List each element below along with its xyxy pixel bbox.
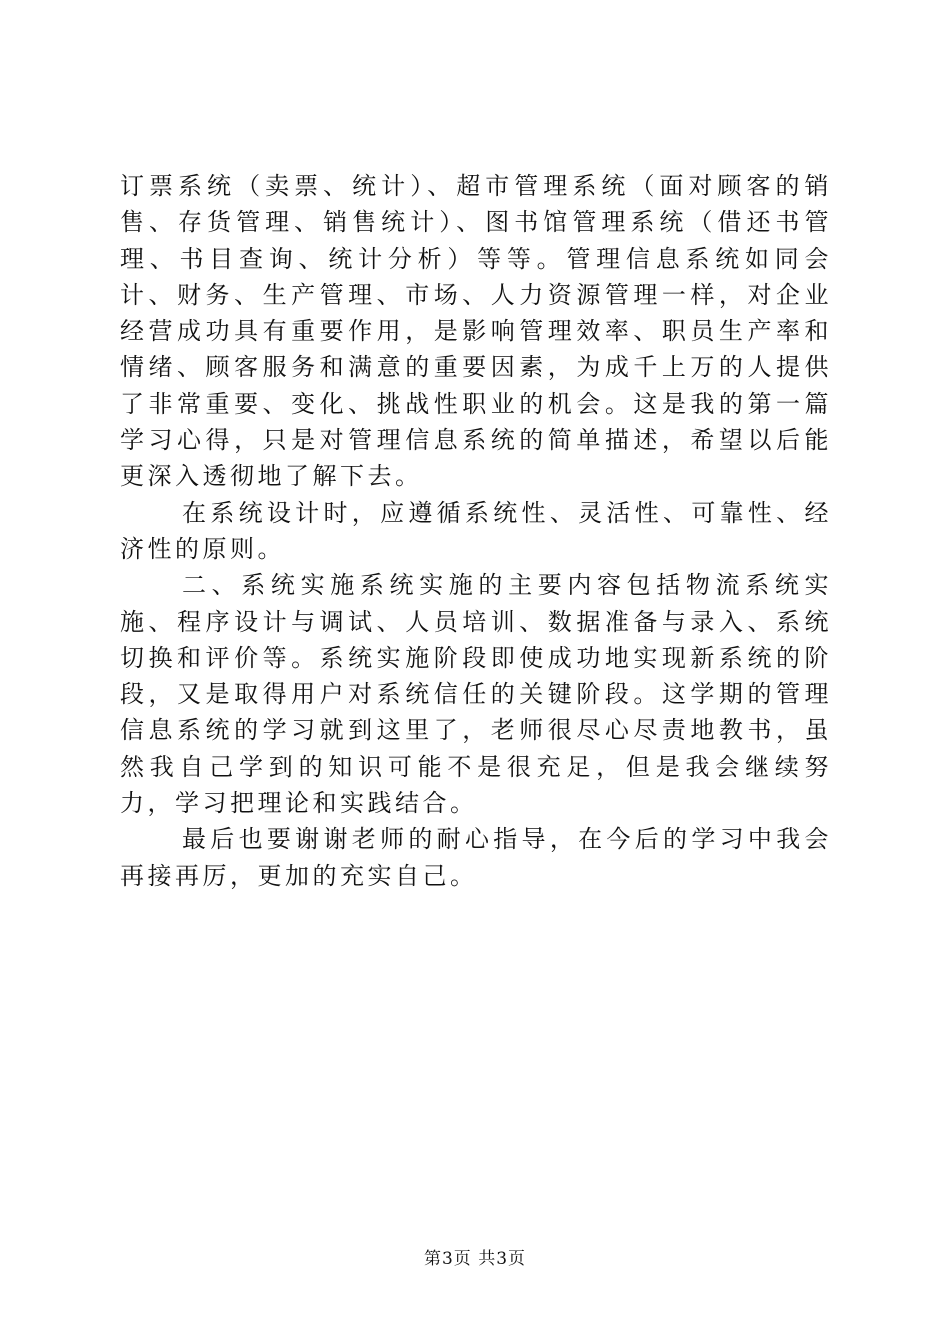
- paragraph-2: 在系统设计时，应遵循系统性、灵活性、可靠性、经济性的原则。: [120, 498, 832, 563]
- document-body: [120, 168, 832, 894]
- page-footer: 第3页 共3页: [423, 1249, 527, 1269]
- paragraph-4: 最后也要谢谢老师的耐心指导，在今后的学习中我会再接再厉，更加的充实自己。: [120, 825, 832, 890]
- paragraph-1: 订票系统（卖票、统计）、超市管理系统（面对顾客的销售、存货管理、销售统计）、图书馆管理系统（借还书管理、书目查询、统计分析）等等。管理信息系统如同会计、财务、生产管理、市场、人力资源管理一样，对企业经营成功具有重要作用，是影响管理效率、职员生产率和情绪、顾客服务和满意的重要因素，为成千上万的人提供了非常重要、变化、挑战性职业的机会。这是我的第一篇学习心得，只是对管理信息系统的简单描述，希望以后能更深入透彻地了解下去。: [120, 172, 832, 491]
- paragraph-3: 二、系统实施系统实施的主要内容包括物流系统实施、程序设计与调试、人员培训、数据准备与录入、系统切换和评价等。系统实施阶段即使成功地实现新系统的阶段，又是取得用户对系统信任的关键阶段。这学期的管理信息系统的学习就到这里了，老师很尽心尽责地教书，虽然我自己学到的知识可能不是很充足，但是我会继续努力，学习把理论和实践结合。: [120, 571, 832, 818]
